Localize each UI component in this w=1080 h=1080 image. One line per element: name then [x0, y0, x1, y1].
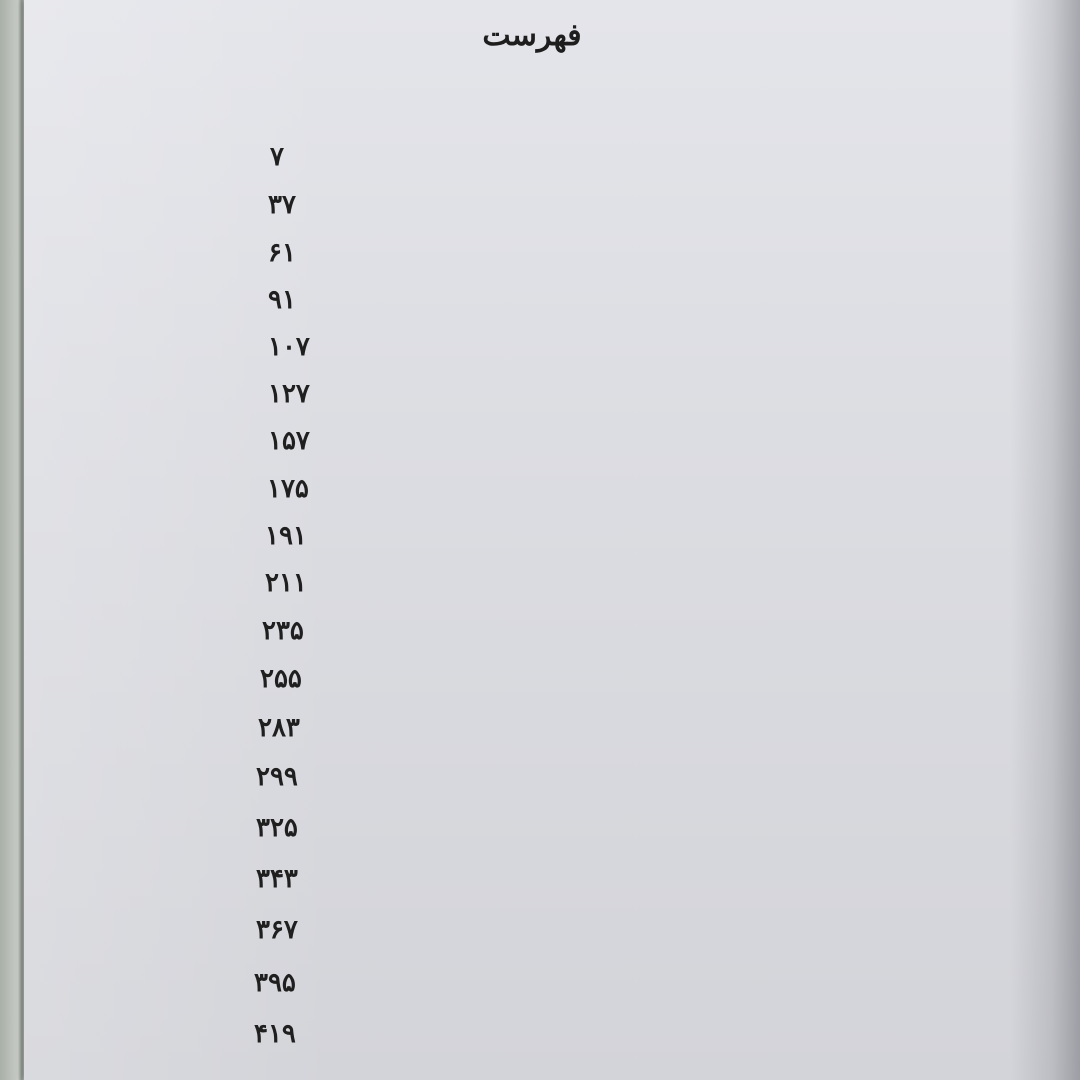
- book-page: [24, 0, 1080, 1080]
- toc-entry-page-number: ۹۱: [268, 285, 296, 315]
- toc-entry-page-number: ۲۹۹: [256, 762, 298, 792]
- toc-entry-page-number: ۷: [270, 142, 284, 172]
- page-title: فهرست: [482, 18, 582, 53]
- toc-entry-page-number: ۱۲۷: [268, 379, 310, 409]
- toc-entry-page-number: ۳۴۳: [256, 864, 298, 894]
- toc-entry-page-number: ۳۹۵: [254, 968, 296, 998]
- toc-entry-page-number: ۶۱: [268, 238, 296, 268]
- toc-entry-page-number: ۳۷: [268, 190, 296, 220]
- toc-entry-page-number: ۱۰۷: [268, 332, 310, 362]
- toc-entry-page-number: ۲۱۱: [265, 568, 307, 598]
- toc-entry-page-number: ۳۶۷: [256, 915, 298, 945]
- toc-entry-page-number: ۲۵۵: [260, 664, 302, 694]
- toc-entry-page-number: ۱۹۱: [265, 521, 307, 551]
- toc-entry-page-number: ۲۸۳: [258, 713, 300, 743]
- page-shadow-edge: [1010, 0, 1080, 1080]
- toc-entry-page-number: ۴۱۹: [254, 1019, 296, 1049]
- toc-entry-page-number: ۳۲۵: [256, 813, 298, 843]
- toc-entry-page-number: ۲۳۵: [262, 616, 304, 646]
- toc-entry-page-number: ۱۷۵: [267, 474, 309, 504]
- toc-entry-page-number: ۱۵۷: [268, 426, 310, 456]
